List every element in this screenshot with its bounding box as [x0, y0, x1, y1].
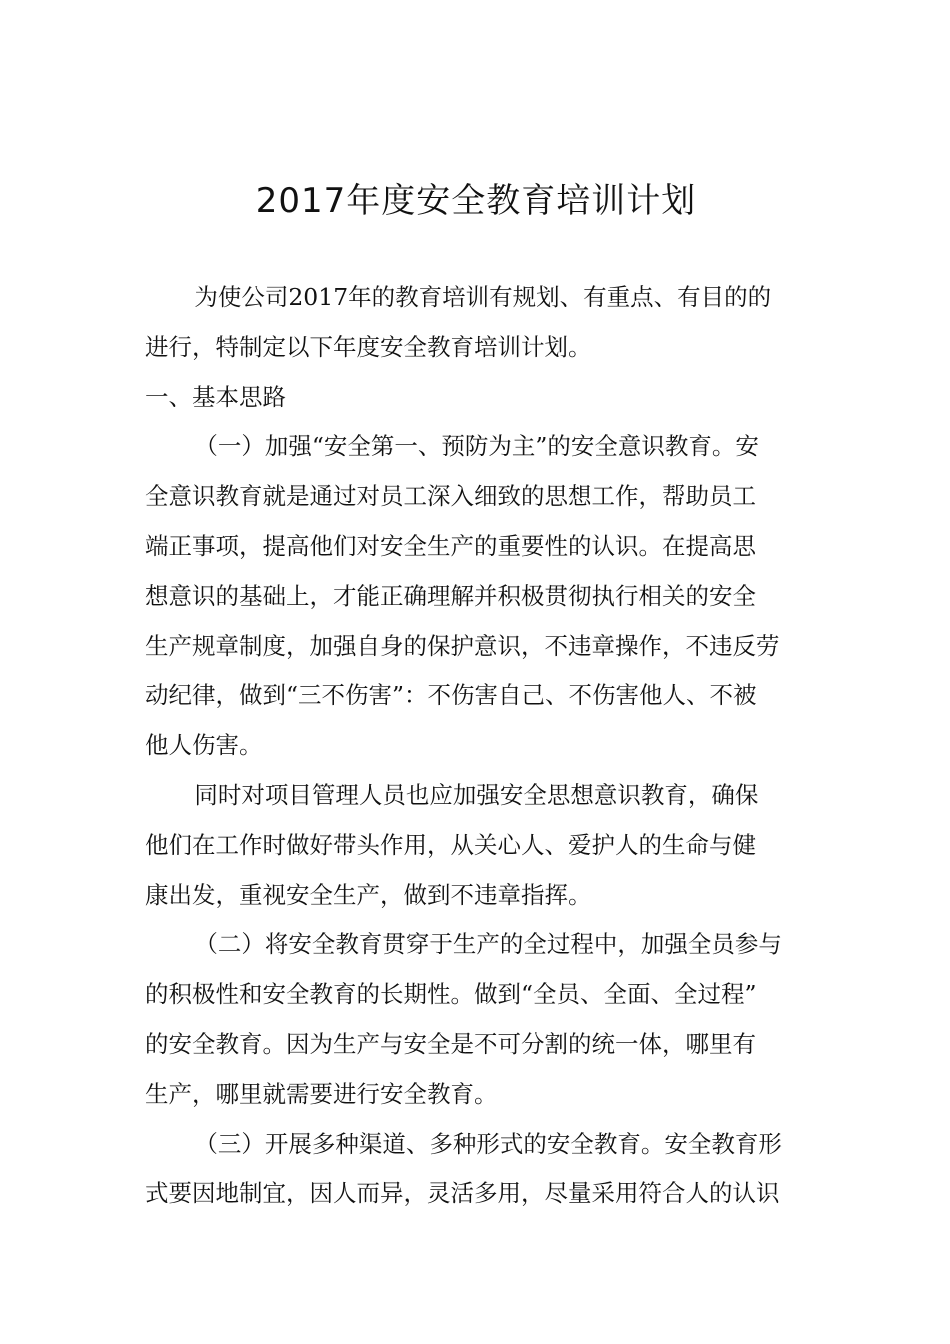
paragraph-line: （二）将安全教育贯穿于生产的全过程中，加强全员参与: [194, 930, 782, 959]
paragraph-line: 的积极性和安全教育的长期性。做到“全员、全面、全过程”: [145, 980, 757, 1009]
paragraph-whole-process: [145, 920, 807, 1119]
paragraph-line: 动纪律，做到“三不伤害”：不伤害自己、不伤害他人、不被: [145, 681, 757, 710]
paragraph-managers: [145, 771, 807, 920]
paragraph-line: 端正事项，提高他们对安全生产的重要性的认识。在提高思: [145, 531, 756, 560]
document-body: [145, 273, 807, 1219]
paragraph-line: 同时对项目管理人员也应加强安全思想意识教育，确保: [194, 780, 759, 809]
paragraph-line: 康出发，重视安全生产，做到不违章指挥。: [145, 880, 592, 909]
document-title: 2017年度安全教育培训计划: [255, 181, 697, 221]
section-heading-text: 一、基本思路: [145, 382, 286, 411]
section-heading: [145, 373, 807, 423]
paragraph-line: 进行，特制定以下年度安全教育培训计划。: [145, 332, 592, 361]
paragraph-multi-channel: [145, 1120, 807, 1220]
paragraph-line: 的安全教育。因为生产与安全是不可分割的统一体，哪里有: [145, 1029, 756, 1058]
paragraph-line: 式要因地制宜，因人而异，灵活多用，尽量采用符合人的认识: [145, 1179, 780, 1208]
paragraph-line: 他人伤害。: [145, 731, 263, 760]
paragraph-line: （三）开展多种渠道、多种形式的安全教育。安全教育形: [194, 1129, 782, 1158]
paragraph-line: （一）加强“安全第一、预防为主”的安全意识教育。安: [194, 432, 759, 461]
paragraph-line: 全意识教育就是通过对员工深入细致的思想工作，帮助员工: [145, 482, 756, 511]
paragraph-line: 他们在工作时做好带头作用，从关心人、爱护人的生命与健: [145, 830, 756, 859]
paragraph-line: 想意识的基础上，才能正确理解并积极贯彻执行相关的安全: [145, 581, 756, 610]
paragraph-line: 为使公司2017年的教育培训有规划、有重点、有目的的: [194, 283, 772, 311]
paragraph-line: 生产，哪里就需要进行安全教育。: [145, 1079, 498, 1108]
intro-paragraph: [145, 273, 807, 373]
paragraph-safety-awareness: [145, 422, 807, 771]
paragraph-line: 生产规章制度，加强自身的保护意识，不违章操作，不违反劳: [145, 631, 780, 660]
